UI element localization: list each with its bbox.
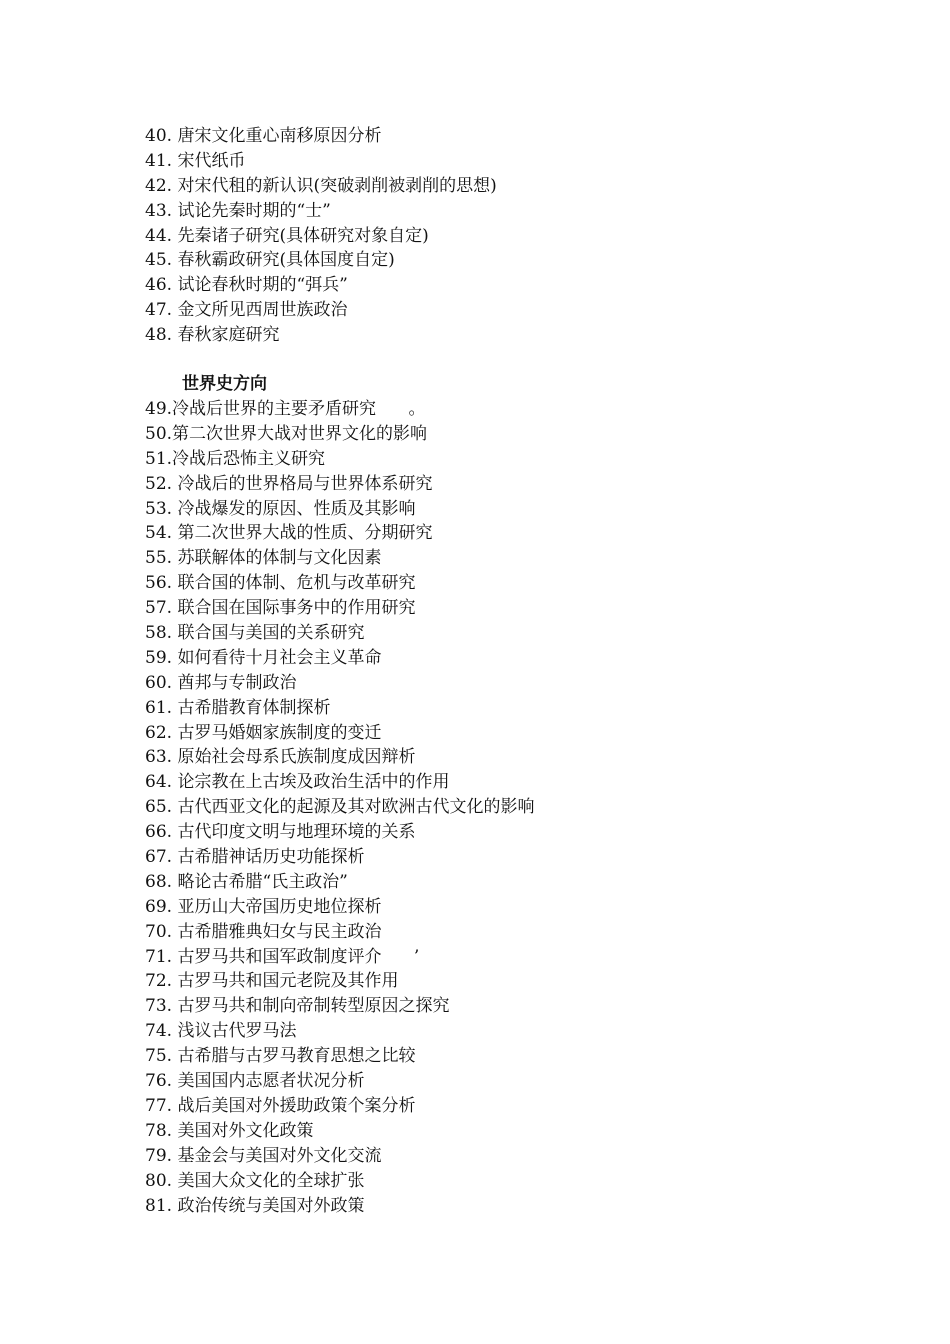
list-item: 59. 如何看待十月社会主义革命 <box>145 647 382 668</box>
list-item: 63. 原始社会母系氏族制度成因辩析 <box>145 747 416 768</box>
list-item: 41. 宋代纸币 <box>145 150 246 171</box>
list-item: 73. 古罗马共和制向帝制转型原因之探究 <box>145 996 450 1017</box>
list-item: 45. 春秋霸政研究(具体国度自定) <box>145 250 395 271</box>
list-item: 53. 冷战爆发的原因、性质及其影响 <box>145 498 416 519</box>
list-item: 69. 亚历山大帝国历史地位探析 <box>145 896 382 917</box>
list-item: 54. 第二次世界大战的性质、分期研究 <box>145 523 433 544</box>
list-item: 51.冷战后恐怖主义研究 <box>145 448 326 469</box>
list-item: 77. 战后美国对外援助政策个案分析 <box>145 1095 416 1116</box>
list-item: 55. 苏联解体的体制与文化因素 <box>145 548 382 569</box>
list-item: 43. 试论先秦时期的“士” <box>145 200 331 221</box>
list-item: 56. 联合国的体制、危机与改革研究 <box>145 573 416 594</box>
list-item: 40. 唐宋文化重心南移原因分析 <box>145 126 382 146</box>
list-item: 67. 古希腊神话历史功能探析 <box>145 847 365 868</box>
list-item: 72. 古罗马共和国元老院及其作用 <box>145 971 399 992</box>
list-item: 48. 春秋家庭研究 <box>145 325 280 346</box>
list-item: 79. 基金会与美国对外文化交流 <box>145 1145 382 1166</box>
list-item: 58. 联合国与美国的关系研究 <box>145 623 365 644</box>
list-item: 66. 古代印度文明与地理环境的关系 <box>145 822 416 843</box>
list-item: 42. 对宋代租的新认识(突破剥削被剥削的思想) <box>145 175 497 196</box>
list-item: 52. 冷战后的世界格局与世界体系研究 <box>145 473 433 494</box>
list-item: 46. 试论春秋时期的“弭兵” <box>145 275 348 296</box>
list-item: 80. 美国大众文化的全球扩张 <box>145 1170 365 1191</box>
list-item: 57. 联合国在国际事务中的作用研究 <box>145 598 416 619</box>
list-item: 60. 酋邦与专制政治 <box>145 672 297 693</box>
list-item: 76. 美国国内志愿者状况分析 <box>145 1071 365 1092</box>
list-item: 64. 论宗教在上古埃及政治生活中的作用 <box>145 772 450 793</box>
list-item: 81. 政治传统与美国对外政策 <box>145 1195 365 1216</box>
section-heading-world-history: 世界史方向 <box>182 374 267 394</box>
list-item: 71. 古罗马共和国军政制度评介 ’ <box>145 946 420 967</box>
list-item: 74. 浅议古代罗马法 <box>145 1021 297 1042</box>
list-item: 61. 古希腊教育体制探析 <box>145 697 331 718</box>
list-item: 70. 古希腊雅典妇女与民主政治 <box>145 921 382 942</box>
topic-list-world-history <box>145 397 865 1218</box>
list-item: 65. 古代西亚文化的起源及其对欧洲古代文化的影响 <box>145 797 535 818</box>
list-item: 75. 古希腊与古罗马教育思想之比较 <box>145 1046 416 1067</box>
list-item: 50.第二次世界大战对世界文化的影响 <box>145 423 428 444</box>
list-item: 62. 古罗马婚姻家族制度的变迁 <box>145 722 382 743</box>
list-item: 44. 先秦诸子研究(具体研究对象自定) <box>145 225 429 246</box>
list-item: 47. 金文所见西周世族政治 <box>145 300 348 321</box>
list-item: 49.冷战后世界的主要矛盾研究 。 <box>145 399 426 419</box>
topic-list-chinese-history <box>145 124 865 348</box>
list-item: 78. 美国对外文化政策 <box>145 1120 314 1141</box>
list-item: 68. 略论古希腊“氏主政治” <box>145 871 348 892</box>
